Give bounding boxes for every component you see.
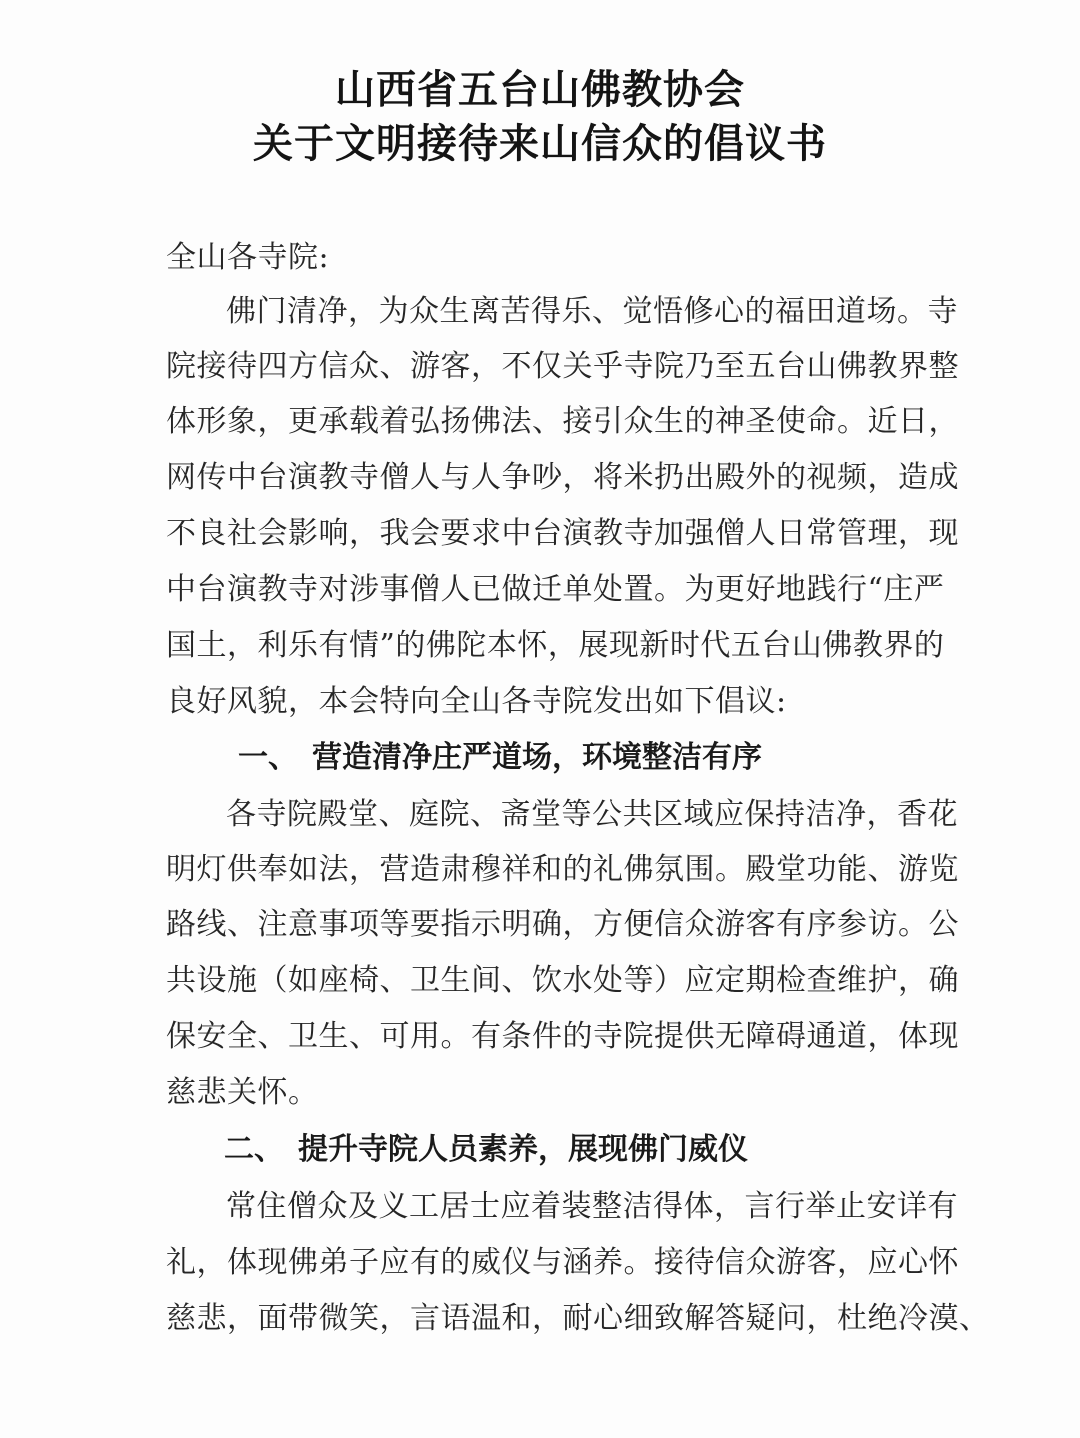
paragraph-line: 礼，体现佛弟子应有的威仪与涵养。接待信众游客，应心怀 (166, 1245, 959, 1280)
document-title-line-2: 关于文明接待来山信众的倡议书 (253, 120, 827, 167)
paragraph-line: 慈悲关怀。 (166, 1075, 319, 1110)
section-heading-2 (224, 1132, 748, 1168)
paragraph-line: 佛门清净，为众生离苦得乐、觉悟修心的福田道场。寺 (226, 294, 958, 329)
section-heading-1 (238, 740, 762, 776)
paragraph-line: 共设施（如座椅、卫生间、饮水处等）应定期检查维护，确 (166, 963, 959, 998)
section-number: 二、 (224, 1132, 284, 1167)
document-title-line-1: 山西省五台山佛教协会 (335, 66, 745, 113)
section-heading-text: 营造清净庄严道场，环境整洁有序 (312, 740, 762, 775)
paragraph-line: 院接待四方信众、游客，不仅关乎寺院乃至五台山佛教界整 (166, 349, 959, 384)
paragraph-line: 不良社会影响，我会要求中台演教寺加强僧人日常管理，现 (166, 516, 959, 551)
paragraph-line: 保安全、卫生、可用。有条件的寺院提供无障碍通道，体现 (166, 1019, 959, 1054)
section-number: 一、 (238, 740, 298, 775)
section-heading-text: 提升寺院人员素养，展现佛门威仪 (298, 1132, 748, 1167)
paragraph-line: 常住僧众及义工居士应着装整洁得体，言行举止安详有 (226, 1189, 958, 1224)
paragraph-line: 良好风貌，本会特向全山各寺院发出如下倡议: (166, 684, 787, 719)
paragraph-line: 中台演教寺对涉事僧人已做迁单处置。为更好地践行“庄严 (166, 572, 945, 607)
paragraph-line: 国土，利乐有情”的佛陀本怀，展现新时代五台山佛教界的 (166, 628, 945, 663)
paragraph-line: 明灯供奉如法，营造肃穆祥和的礼佛氛围。殿堂功能、游览 (166, 852, 959, 887)
salutation: 全山各寺院: (166, 240, 330, 275)
paragraph-line: 慈悲，面带微笑，言语温和，耐心细致解答疑问，杜绝冷漠、 (166, 1301, 990, 1336)
paragraph-line: 路线、注意事项等要指示明确，方便信众游客有序参访。公 (166, 907, 959, 942)
paragraph-line: 各寺院殿堂、庭院、斋堂等公共区域应保持洁净，香花 (226, 797, 958, 832)
paragraph-line: 网传中台演教寺僧人与人争吵，将米扔出殿外的视频，造成 (166, 460, 959, 495)
paragraph-line: 体形象，更承载着弘扬佛法、接引众生的神圣使命。近日， (166, 404, 959, 439)
